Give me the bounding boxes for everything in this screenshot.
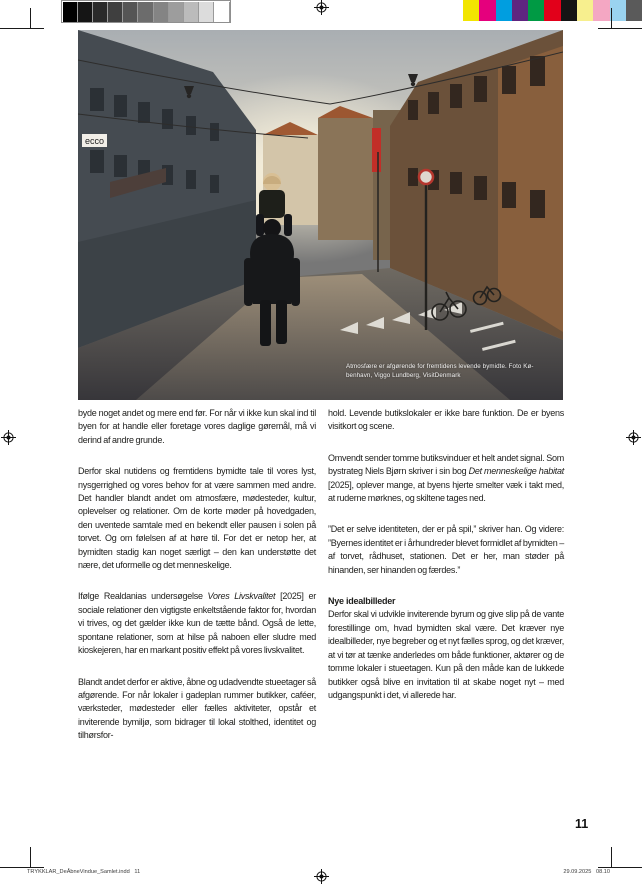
calibration-swatch: [184, 2, 199, 22]
body-paragraph: Blandt andet derfor er aktive, åbne og udadvendte stueetager så afgørende. For når lokaler i gadeplan rummer butikker, caféer, værksteder, mødesteder eller fælles aktiviteter, opstår et inviterende bymiljø, som bidrager til lokal stolthed, identitet og tilhørsfor-: [78, 676, 316, 741]
body-paragraph: Derfor skal vi udvikle inviterende byrum og give slip på de vante forestillinge om, hvad bymidten skal være. Det kræver nye idealbilleder, nye begreber og et nyt fælles sprog, og det kræver, at vi tør at tænke anderledes om både funktioner, aktører og de tomme lokaler i stueetagen. Kun på den måde kan de lukkede butikker også blive en invitation til at skabe noget nyt – med udgangspunkt i det, vi allerede har.: [328, 609, 564, 700]
color-calibration-bar: [463, 0, 642, 21]
calibration-swatch: [528, 0, 544, 21]
calibration-swatch: [593, 0, 609, 21]
italic-title: Vores Livskvalitet: [207, 591, 276, 602]
calibration-swatch: [93, 2, 108, 22]
text-run: [2025] er sociale relationer den vigtigste enkeltstående faktor for, hvordan vi trives, og det gælder ikke kun de tætte bånd. Også de lette, spontane relationer, som at hilse på naboen eller sludre med kioskejeren, har en markant positiv effekt på vores livskvalitet.: [78, 591, 316, 656]
footer-filename: TRYKKLAR_DeÅbneVindue_Samlet.indd 11: [27, 869, 141, 875]
grayscale-calibration-bar: [61, 0, 231, 23]
calibration-swatch: [63, 2, 78, 22]
page-number: 11: [575, 817, 589, 831]
calibration-swatch: [561, 0, 577, 21]
text-run: Omvendt sender tomme butiksvinduer et helt andet signal. Som bystrateg Niels Bjørn skriver i sin bog: [328, 452, 564, 477]
right-text-column: [328, 407, 564, 702]
street-photo: [78, 30, 563, 400]
photo-caption: [346, 363, 558, 381]
crop-mark: [30, 847, 31, 868]
calibration-swatch: [610, 0, 626, 21]
calibration-swatch: [577, 0, 593, 21]
crop-mark: [0, 867, 44, 868]
crop-mark: [611, 847, 612, 868]
body-paragraph: ”Det er selve identiteten, der er på spil,” skriver han. Og videre: ”Byernes identitet er i århundreder blevet formidlet af bymidten – af torvet, rådhuset, stationen. Det er her, man støder på hinanden, ser hinanden og færdes.”: [328, 524, 564, 575]
no-entry-sign: [419, 170, 433, 184]
italic-title: Det menneskelige habitat: [468, 466, 565, 477]
body-paragraph: [78, 590, 316, 657]
ecco-sign-label: ecco: [84, 136, 105, 146]
calibration-swatch: [138, 2, 153, 22]
child-on-shoulders: [259, 190, 285, 218]
crop-mark: [0, 28, 44, 29]
calibration-swatch: [169, 2, 184, 22]
crop-mark: [611, 8, 612, 29]
caption-line: Atmosfære er afgørende for fremtidens levende bymidte. Foto Kø-: [346, 363, 534, 370]
body-paragraph: byde noget andet og mere end før. For når vi ikke kun skal ind til byen for at handle eller foretage vores daglige gøremål, må vi derind af andre grunde.: [78, 408, 316, 445]
calibration-swatch: [154, 2, 169, 22]
body-paragraph: hold. Levende butikslokaler er ikke bare funktion. De er byens visitkort og scene.: [328, 408, 564, 432]
calibration-swatch: [463, 0, 479, 21]
crop-mark: [598, 867, 642, 868]
calibration-swatch: [199, 2, 214, 22]
calibration-swatch: [108, 2, 123, 22]
registration-mark-icon: [1, 430, 16, 445]
body-paragraph: [328, 452, 564, 506]
caption-line: benhavn, Viggo Lundberg, VisitDenmark: [346, 371, 461, 379]
crop-mark: [598, 28, 642, 29]
red-sign: [372, 128, 381, 172]
calibration-swatch: [479, 0, 495, 21]
registration-mark-icon: [626, 430, 641, 445]
calibration-swatch: [626, 0, 642, 21]
text-run: [2025], oplever mange, at byens hjerte smelter væk i takt med, at ruderne mørknes, og skiltene tages ned.: [328, 479, 564, 504]
crop-mark: [30, 8, 31, 29]
registration-mark-icon: [314, 869, 329, 884]
text-run: Ifølge Realdanias undersøgelse: [78, 591, 208, 602]
calibration-swatch: [496, 0, 512, 21]
calibration-swatch: [214, 2, 229, 22]
calibration-swatch: [512, 0, 528, 21]
calibration-swatch: [544, 0, 560, 21]
left-text-column: [78, 407, 316, 743]
body-paragraph: Derfor skal nutidens og fremtidens bymidte tale til vores lyst, nysgerrighed og vores behov for at være sammen med andre. Det handler blandt andet om atmosfære, mødesteder, kultur, oplevelser og relationer. Om de korte møder på hovedgaden, den uventede samtale med en bekendt eller pausen i solen på torvet. Og om følelsen af at høre til. For det er netop her, at bymidten stadig kan noget særligt – den kan understøtte det nære, det uformelle og det menneskelige.: [78, 466, 316, 571]
section-heading: Nye idealbilleder: [328, 596, 396, 607]
calibration-swatch: [123, 2, 138, 22]
registration-mark-icon: [314, 0, 329, 15]
footer-timestamp: 29.09.2025 08.10: [563, 869, 610, 875]
calibration-swatch: [78, 2, 93, 22]
